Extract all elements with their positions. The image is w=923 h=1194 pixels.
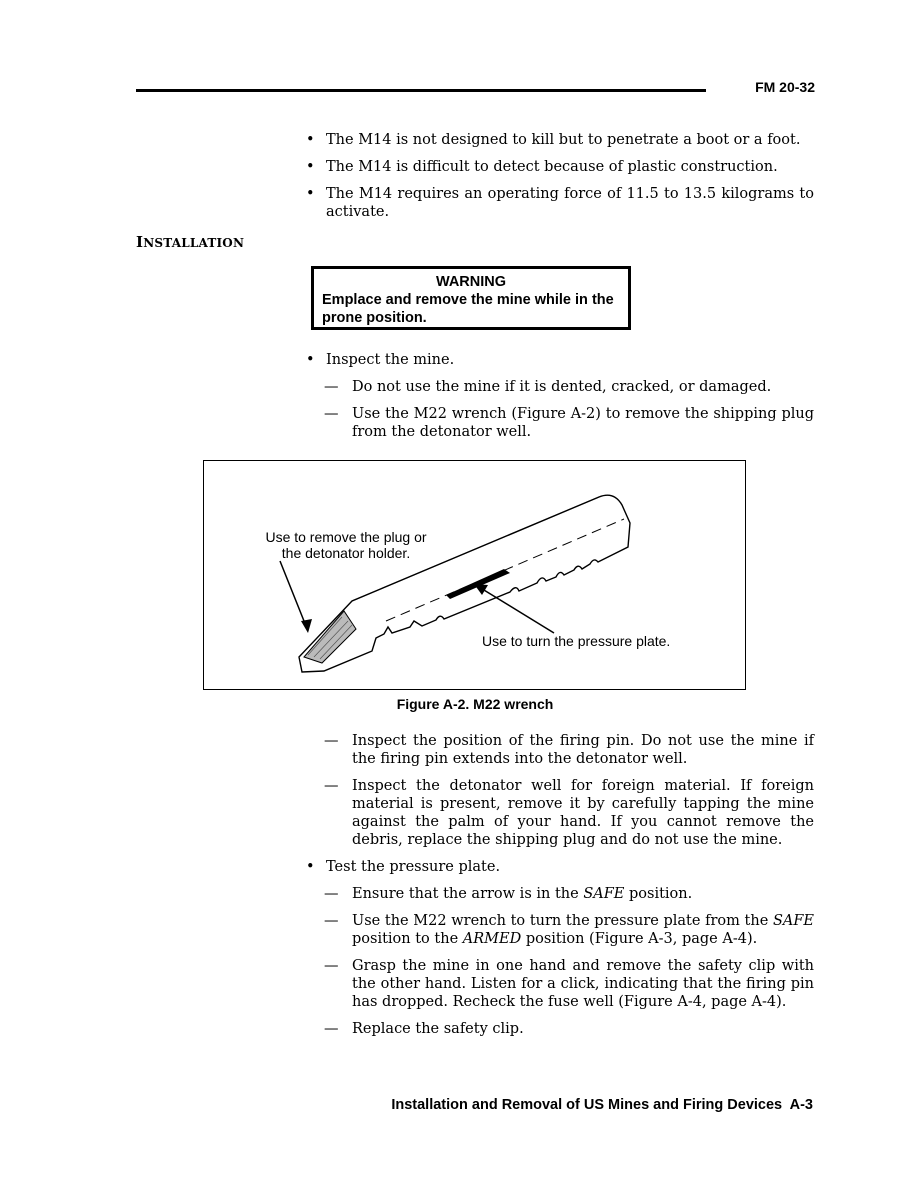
warning-title: WARNING — [435, 274, 507, 290]
wrench-illustration — [204, 461, 744, 688]
dash-marker: — — [324, 778, 339, 794]
callout-right: Use to turn the pressure plate. — [482, 633, 671, 649]
steps-inspect — [306, 351, 814, 441]
figure-m22-wrench — [203, 460, 746, 690]
test-pressure-plate-text: Test the pressure plate. — [326, 859, 501, 875]
section-heading-initial: I — [136, 233, 144, 251]
list-item — [306, 131, 814, 149]
list-item — [306, 378, 814, 396]
bullet-marker: • — [306, 132, 315, 148]
inspect-mine-text: Inspect the mine. — [326, 352, 455, 368]
header-title: FM 20-32 — [755, 79, 815, 95]
list-item — [306, 185, 814, 221]
dash-armed-em2: ARMED — [462, 931, 522, 947]
list-item — [306, 912, 814, 948]
callout-right-arrow — [479, 587, 554, 633]
bullet-marker: • — [306, 159, 315, 175]
dash-foreign-material: Inspect the detonator well for foreign material. If foreign material is present, remove it by carefully tapping the mine against the palm of your hand. If you cannot remove the debris, replace the shipping plug and do not use the mine. — [352, 778, 814, 848]
steps-inspect-continued — [306, 732, 814, 849]
dash-dented: Do not use the mine if it is dented, cracked, or damaged. — [352, 379, 772, 395]
section-heading-rest: NSTALLATION — [143, 236, 245, 250]
dash-marker: — — [324, 406, 339, 422]
list-item — [306, 158, 814, 176]
list-item — [306, 732, 814, 768]
callout-left: Use to remove the plug or the detonator holder. — [265, 529, 427, 561]
section-heading — [136, 233, 244, 251]
dash-armed-em1: SAFE — [772, 913, 814, 929]
dash-armed-post: position (Figure A-3, page A-4). — [521, 931, 758, 947]
dash-safe-post: position. — [624, 886, 693, 902]
dash-m22-wrench: Use the M22 wrench (Figure A-2) to remove the shipping plug from the detonator well. — [352, 406, 814, 440]
dash-safe-em: SAFE — [583, 886, 625, 902]
list-item — [306, 858, 814, 876]
figure-caption: Figure A-2. M22 wrench — [396, 696, 554, 712]
dash-marker: — — [324, 379, 339, 395]
dash-replace-clip: Replace the safety clip. — [352, 1021, 524, 1037]
intro-bullet-list — [306, 131, 814, 221]
list-item — [306, 957, 814, 1011]
header-rule — [136, 89, 706, 92]
intro-bullet-2: The M14 is difficult to detect because of plastic construction. — [326, 159, 778, 175]
dash-firing-pin: Inspect the position of the firing pin. Do not use the mine if the firing pin extends into the detonator well. — [352, 733, 814, 767]
dash-armed-pre: Use the M22 wrench to turn the pressure plate from the — [352, 913, 773, 929]
dash-armed-mid: position to the — [352, 931, 463, 947]
dash-safe-pre: Ensure that the arrow is in the — [352, 886, 584, 902]
dash-marker: — — [324, 733, 339, 749]
dash-marker: — — [324, 1021, 339, 1037]
list-item — [306, 885, 814, 903]
dash-safety-clip: Grasp the mine in one hand and remove the safety clip with the other hand. Listen for a click, indicating that the firing pin has dropped. Recheck the fuse well (Figure A-4, page A-4). — [352, 958, 814, 1010]
dash-marker: — — [324, 958, 339, 974]
list-item — [306, 405, 814, 441]
bullet-marker: • — [306, 859, 315, 875]
list-item — [306, 777, 814, 849]
bullet-marker: • — [306, 352, 315, 368]
dash-marker: — — [324, 913, 339, 929]
list-item — [306, 1020, 814, 1038]
intro-bullet-1: The M14 is not designed to kill but to penetrate a boot or a foot. — [326, 132, 801, 148]
steps-test-pressure-plate — [306, 858, 814, 1038]
warning-body: Emplace and remove the mine while in the prone position. — [322, 292, 614, 326]
callout-left-arrowhead — [301, 619, 312, 633]
dash-marker: — — [324, 886, 339, 902]
page-footer: Installation and Removal of US Mines and Firing Devices A-3 — [391, 1097, 813, 1113]
intro-bullet-3: The M14 requires an operating force of 11.5 to 13.5 kilograms to activate. — [326, 186, 814, 220]
bullet-marker: • — [306, 186, 315, 202]
list-item — [306, 351, 814, 369]
warning-box — [311, 266, 631, 330]
